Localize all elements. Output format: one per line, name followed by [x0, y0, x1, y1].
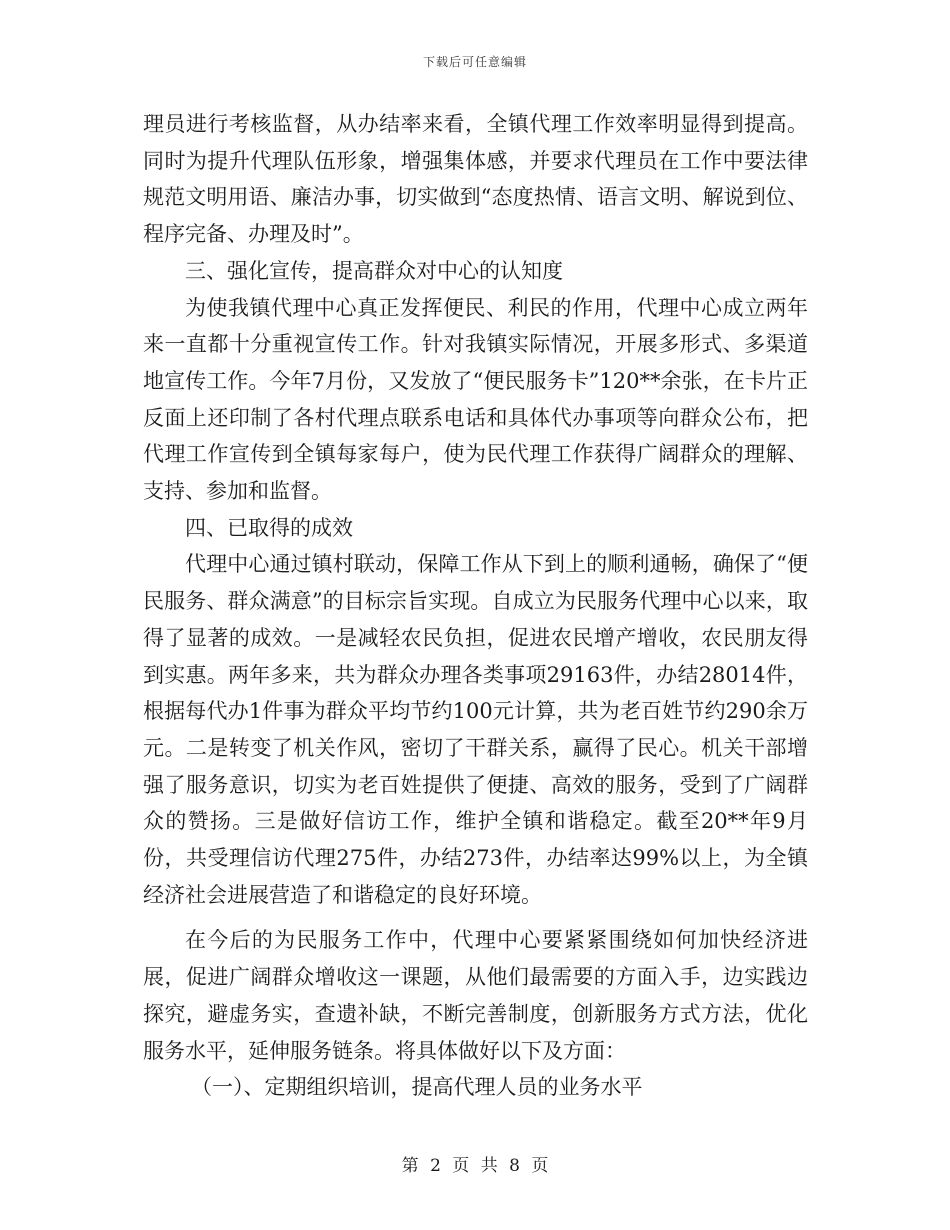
page-header: 下载后可任意编辑 — [422, 55, 527, 69]
section-heading-4: 四、已取得的成效 — [185, 515, 353, 540]
paragraph-continuation: 理员进行考核监督，从办结率来看，全镇代理工作效率明显得到提高。同时为提升代理队伍形象，增强集体感，并要求代理员在工作中要法律规范文明用语、廉洁办事，切实做到“态度热情、语言文明、解说到位、程序完备、办理及时”。 — [143, 112, 808, 247]
paragraph-achievements: 代理中心通过镇村联动，保障工作从下到上的顺利通畅，确保了“便民服务、群众满意”的目标宗旨实现。自成立为民服务代理中心以来，取得了显著的成效。一是减轻农民负担，促进农民增产增收，农民朋友得到实惠。两年多来，共为群众办理各类事项29163件，办结28014件，根据每代办1件事为群众平均节约100元计算，共为老百姓节约290余万元。二是转变了机关作风，密切了干群关系，赢得了民心。机关干部增强了服务意识，切实为老百姓提供了便捷、高效的服务，受到了广阔群众的赞扬。三是做好信访工作，维护全镇和谐稳定。截至20**年9月份，共受理信访代理275件，办结273件，办结率达99%以上，为全镇经济社会进展营造了和谐稳定的良好环境。 — [143, 552, 808, 907]
subsection-heading-1: （一）、定期组织培训，提高代理人员的业务水平 — [191, 1075, 643, 1100]
document-body — [143, 106, 808, 1106]
page-number: 第 2 页 共 8 页 — [401, 1156, 549, 1176]
paragraph-publicity: 为使我镇代理中心真正发挥便民、利民的作用，代理中心成立两年来一直都十分重视宣传工作。针对我镇实际情况，开展多形式、多渠道地宣传工作。今年7月份，又发放了“便民服务卡”120**余张，在卡片正反面上还印制了各村代理点联系电话和具体代办事项等向群众公布，把代理工作宣传到全镇每家每户，使为民代理工作获得广阔群众的理解、支持、参加和监督。 — [143, 295, 808, 504]
section-heading-3: 三、强化宣传，提高群众对中心的认知度 — [185, 258, 563, 283]
paragraph-future-work: 在今后的为民服务工作中，代理中心要紧紧围绕如何加快经济进展，促进广阔群众增收这一课题，从他们最需要的方面入手，边实践边探究，避虚务实，查遗补缺，不断完善制度，创新服务方式方法，优化服务水平，延伸服务链条。将具体做好以下及方面： — [143, 928, 808, 1063]
